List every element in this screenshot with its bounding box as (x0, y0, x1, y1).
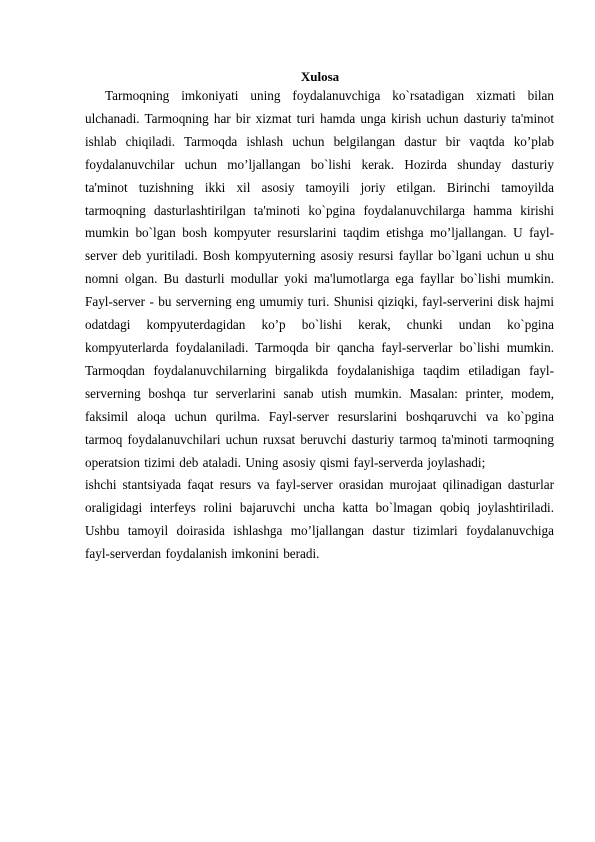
paragraph-2: ishchi stantsiyada faqat resurs va fayl-server orasidan murojaat qilinadigan dasturlar oraligidagi interfeys rolini bajaruvchi uncha katta bo`lmagan qobiq joylashtiriladi. Ushbu tamoyil doirasida ishlashga mo’ljallangan dastur tizimlari foydalanuvchiga fayl-serverdan foydalanish imkonini beradi. (85, 477, 554, 562)
paragraph-1: Tarmoqning imkoniyati uning foydalanuvchiga ko`rsatadigan xizmati bilan ulchanadi. Tarmoqning har bir xizmat turi hamda unga kirish uchun dasturiy ta'minot ishlab chiqiladi. Tarmoqda ishlash uchun belgilangan dastur bir vaqtda ko’plab foydalanuvchilar uchun mo’ljallangan bo`lishi kerak. Hozirda shunday dasturiy ta'minot tuzishning ikki xil asosiy tamoyili joriy etilgan. Birinchi tamoyilda tarmoqning dasturlashtirilgan ta'minoti ko`pgina foydalanuvchilarga hamma kirishi mumkin bo`lgan bosh kompyuter resurslarini taqdim etishga mo’ljallangan. U fayl-server deb yuritiladi. Bosh kompyuterning asosiy resursi fayllar bo`lgani uchun u shu nomni olgan. Bu dasturli modullar yoki ma'lumotlarga ega fayllar bo`lishi mumkin. Fayl-server - bu serverning eng umumiy turi. Shunisi qiziqki, fayl-serverini disk hajmi odatdagi kompyuterdagidan ko’p bo`lishi kerak, chunki undan ko`pgina kompyuterlarda foydalaniladi. Tarmoqda bir qancha fayl-serverlar bo`lishi mumkin. Tarmoqdan foydalanuvchilarning birgalikda foydalanishiga taqdim etiladigan fayl-serverning boshqa tur serverlarini sanab utish mumkin. Masalan: printer, modem, faksimil aloqa uchun qurilma. Fayl-server resurslarini boshqaruvchi va ko`pgina tarmoq foydalanuvchilari uchun ruxsat beruvchi dasturiy tarmoq ta'minoti tarmoqning operatsion tizimi deb ataladi. Uning asosiy qismi fayl-serverda joylashadi; (85, 88, 554, 470)
document-body (85, 85, 554, 566)
page-title: Xulosa (300, 69, 340, 84)
